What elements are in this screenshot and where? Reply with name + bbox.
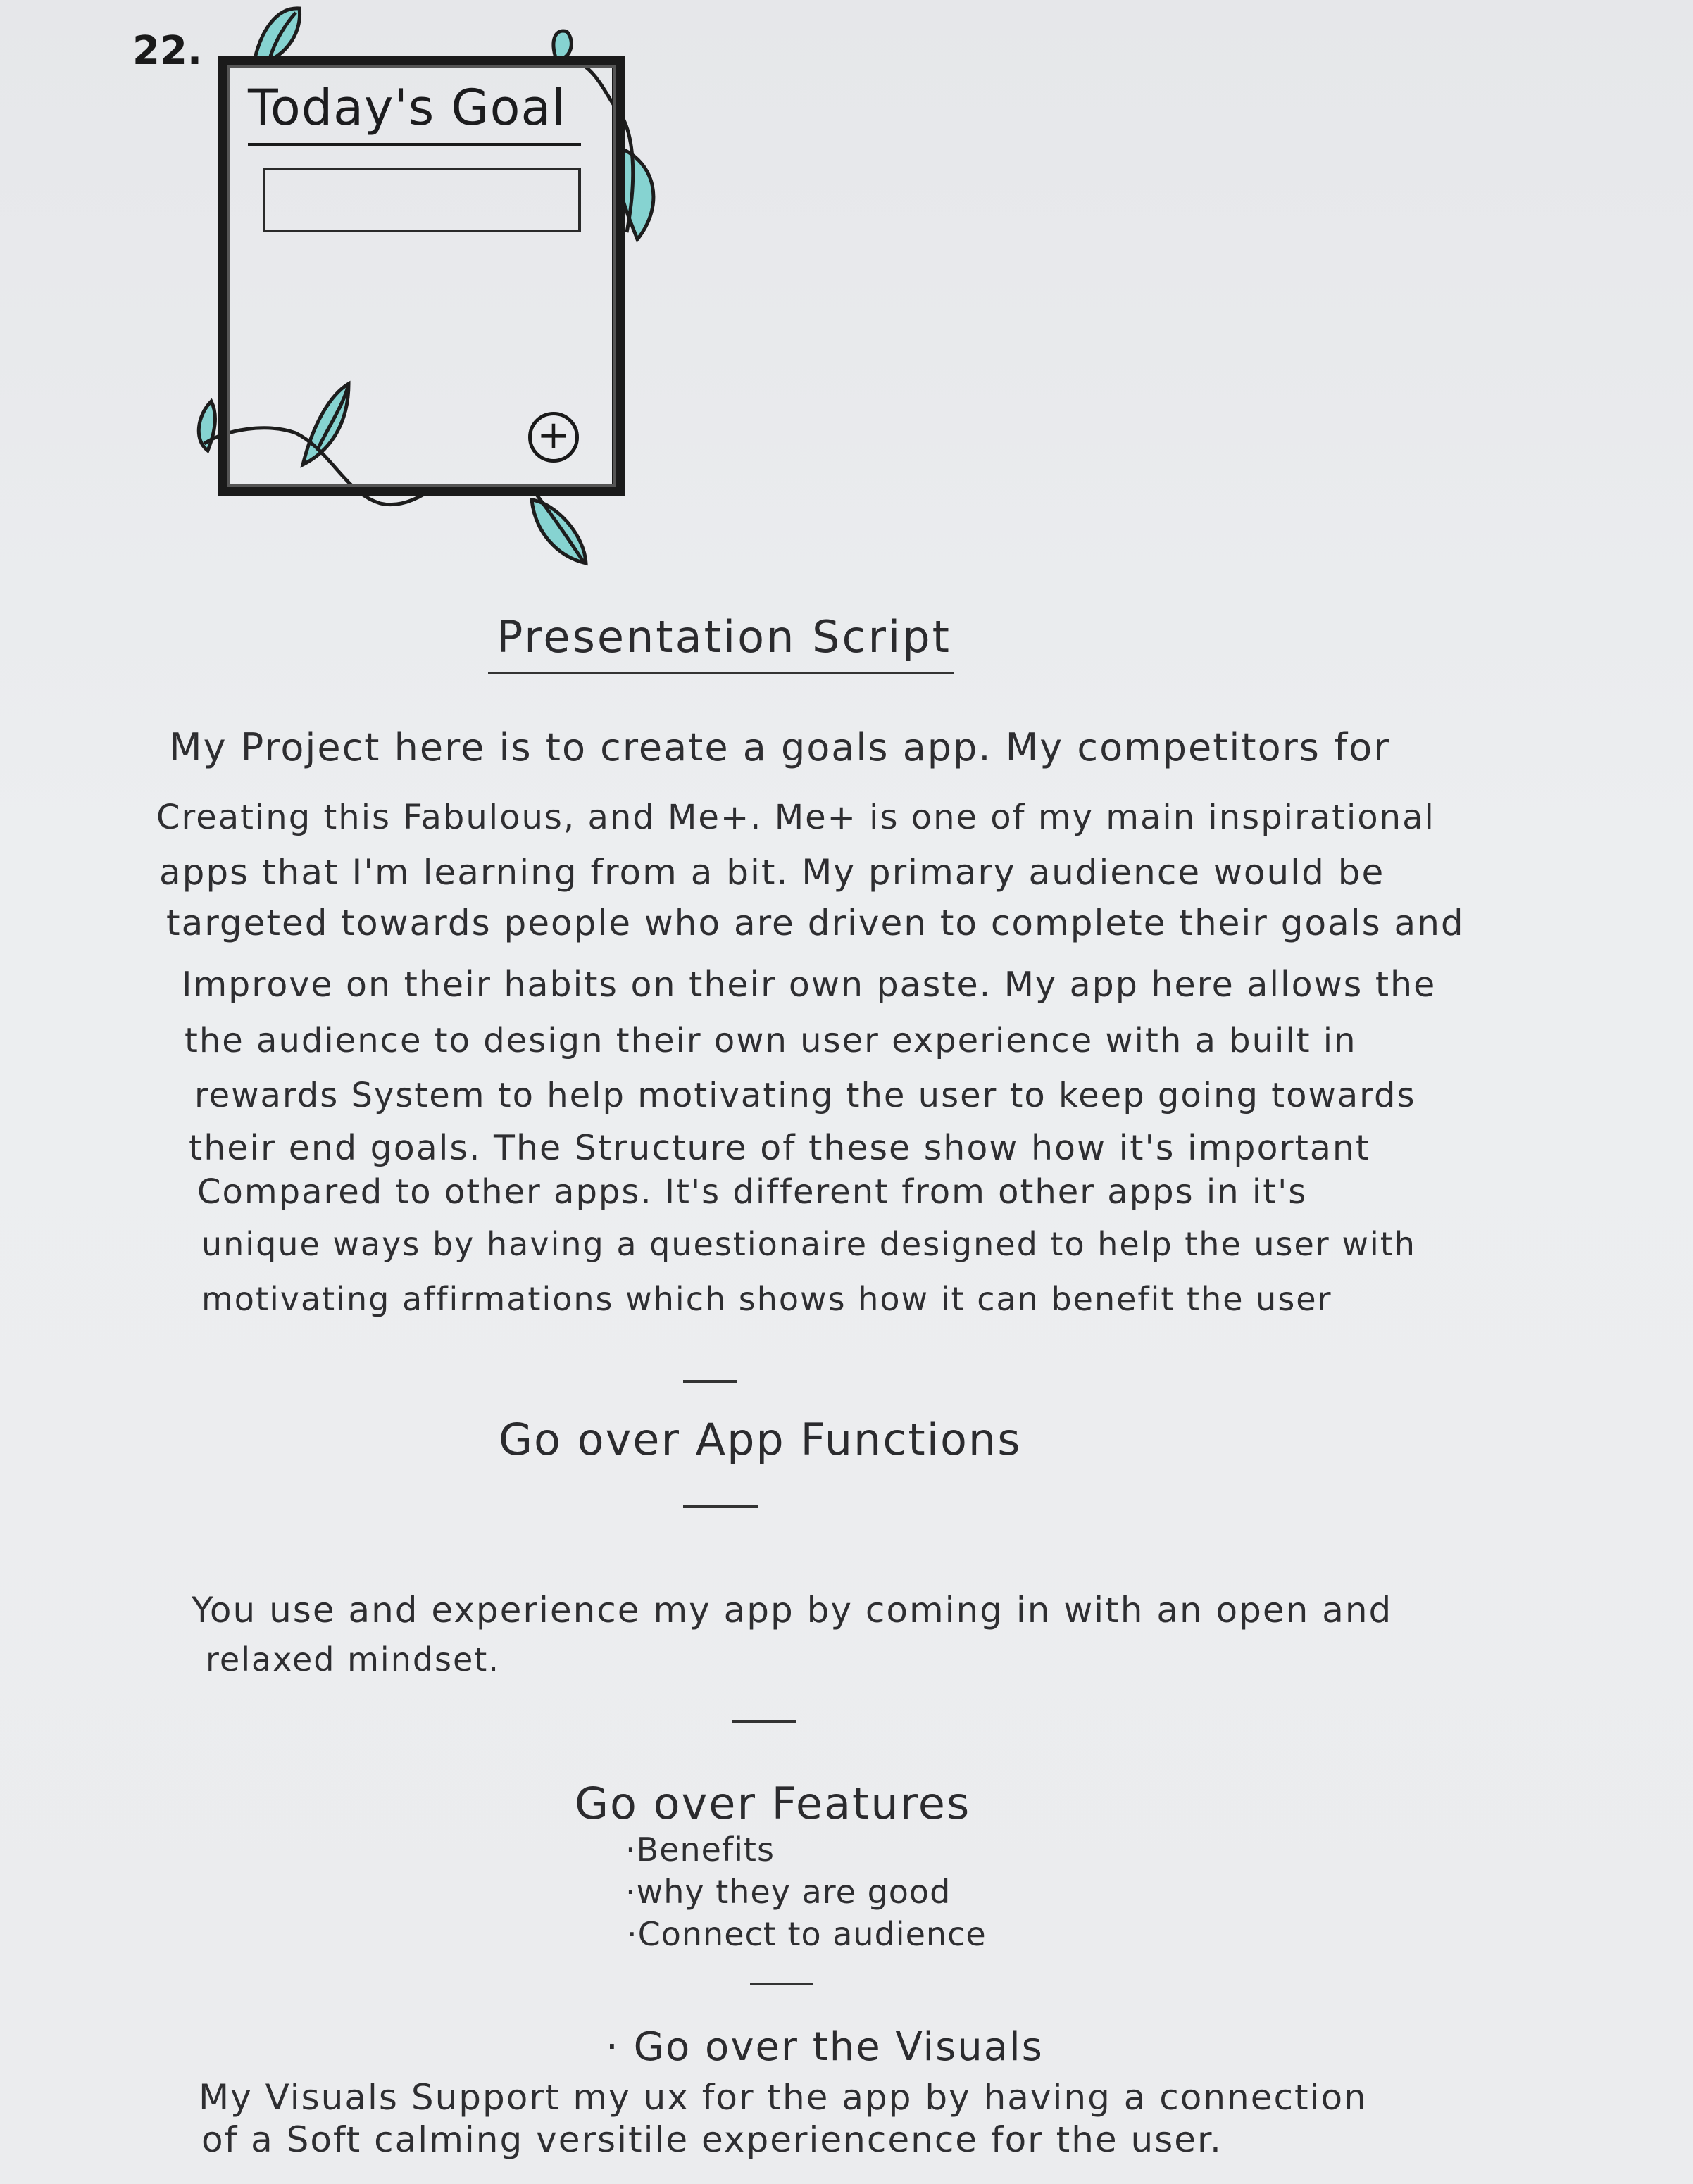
script-title-underline <box>488 672 954 674</box>
paragraph-line: Improve on their habits on their own paste. My app here allows the <box>182 965 1437 1005</box>
paragraph-line: My Project here is to create a goals app. My competitors for <box>169 725 1391 770</box>
section-features: Go over Features <box>575 1778 971 1829</box>
section-divider <box>683 1505 758 1508</box>
paragraph-line: Compared to other apps. It's different from other apps in it's <box>197 1172 1308 1212</box>
paragraph-line: Creating this Fabulous, and Me+. Me+ is one of my main inspirational <box>156 798 1435 837</box>
feature-bullet: ·why they are good <box>625 1873 951 1911</box>
paragraph-line: the audience to design their own user experience with a built in <box>185 1021 1357 1060</box>
paragraph-line: unique ways by having a questionaire designed to help the user with <box>201 1225 1416 1263</box>
feature-bullet: ·Connect to audience <box>627 1915 987 1953</box>
paragraph-line: rewards System to help motivating the user to keep going towards <box>194 1076 1416 1115</box>
goal-input-field[interactable] <box>263 168 581 232</box>
paragraph-line: targeted towards people who are driven to complete their goals and <box>166 903 1465 943</box>
experience-line: relaxed mindset. <box>206 1640 500 1678</box>
section-visuals: · Go over the Visuals <box>606 2024 1044 2070</box>
visuals-line: of a Soft calming versitile experiencence for the user. <box>201 2119 1223 2160</box>
wireframe-title: Today's Goal <box>248 79 566 137</box>
visuals-line: My Visuals Support my ux for the app by having a connection <box>199 2077 1368 2118</box>
paragraph-line: apps that I'm learning from a bit. My primary audience would be <box>159 852 1385 893</box>
section-divider <box>683 1380 737 1383</box>
section-app-functions: Go over App Functions <box>499 1414 1022 1465</box>
add-goal-button[interactable]: + <box>528 412 579 463</box>
paragraph-line: their end goals. The Structure of these show how it's important <box>189 1128 1371 1168</box>
section-divider <box>732 1720 796 1723</box>
paragraph-line: motivating affirmations which shows how it can benefit the user <box>201 1280 1332 1318</box>
experience-line: You use and experience my app by coming in with an open and <box>192 1590 1393 1631</box>
section-divider <box>750 1983 813 1985</box>
page-number: 22. <box>132 28 203 74</box>
feature-bullet: ·Benefits <box>625 1831 775 1869</box>
script-title: Presentation Script <box>496 611 951 663</box>
